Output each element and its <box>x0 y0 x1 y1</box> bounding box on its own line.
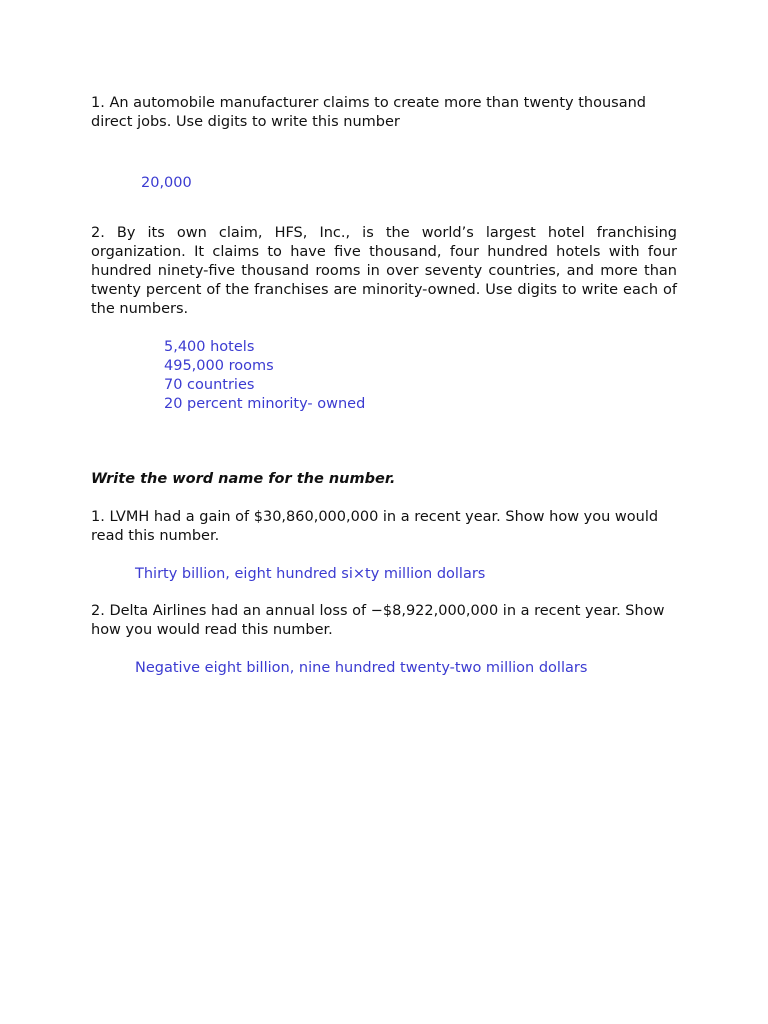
answer-2-minority: 20 percent minority- owned <box>164 396 366 412</box>
question-1-word-name: 1. LVMH had a gain of $30,860,000,000 in a recent year. Show how you would read this number. <box>91 509 659 544</box>
answer-1-word-name: Thirty billion, eight hundred si×ty million dollars <box>135 566 486 582</box>
question-1-digits: 1. An automobile manufacturer claims to create more than twenty thousand direct jobs. Use digits to write this number <box>91 95 646 130</box>
answer-2-word-name: Negative eight billion, nine hundred twenty-two million dollars <box>135 660 588 676</box>
answer-2-hotels: 5,400 hotels <box>164 339 255 355</box>
answer-2-countries: 70 countries <box>164 377 255 393</box>
answer-2-rooms: 495,000 rooms <box>164 358 274 374</box>
question-2-digits: 2. By its own claim, HFS, Inc., is the world’s largest hotel franchising organization. It claims to have five thousand, four hundred hotels with four hundred ninety-five thousand rooms in over seventy countries, and more than twenty percent of the franchises are minority-owned. Use digits to write each of the numbers. <box>91 225 677 317</box>
question-2-word-name: 2. Delta Airlines had an annual loss of −$8,922,000,000 in a recent year. Show how you would read this number. <box>91 603 665 638</box>
answer-1-digits: 20,000 <box>141 175 192 191</box>
answer-2-list <box>164 338 365 414</box>
section-heading: Write the word name for the number. <box>91 471 396 487</box>
